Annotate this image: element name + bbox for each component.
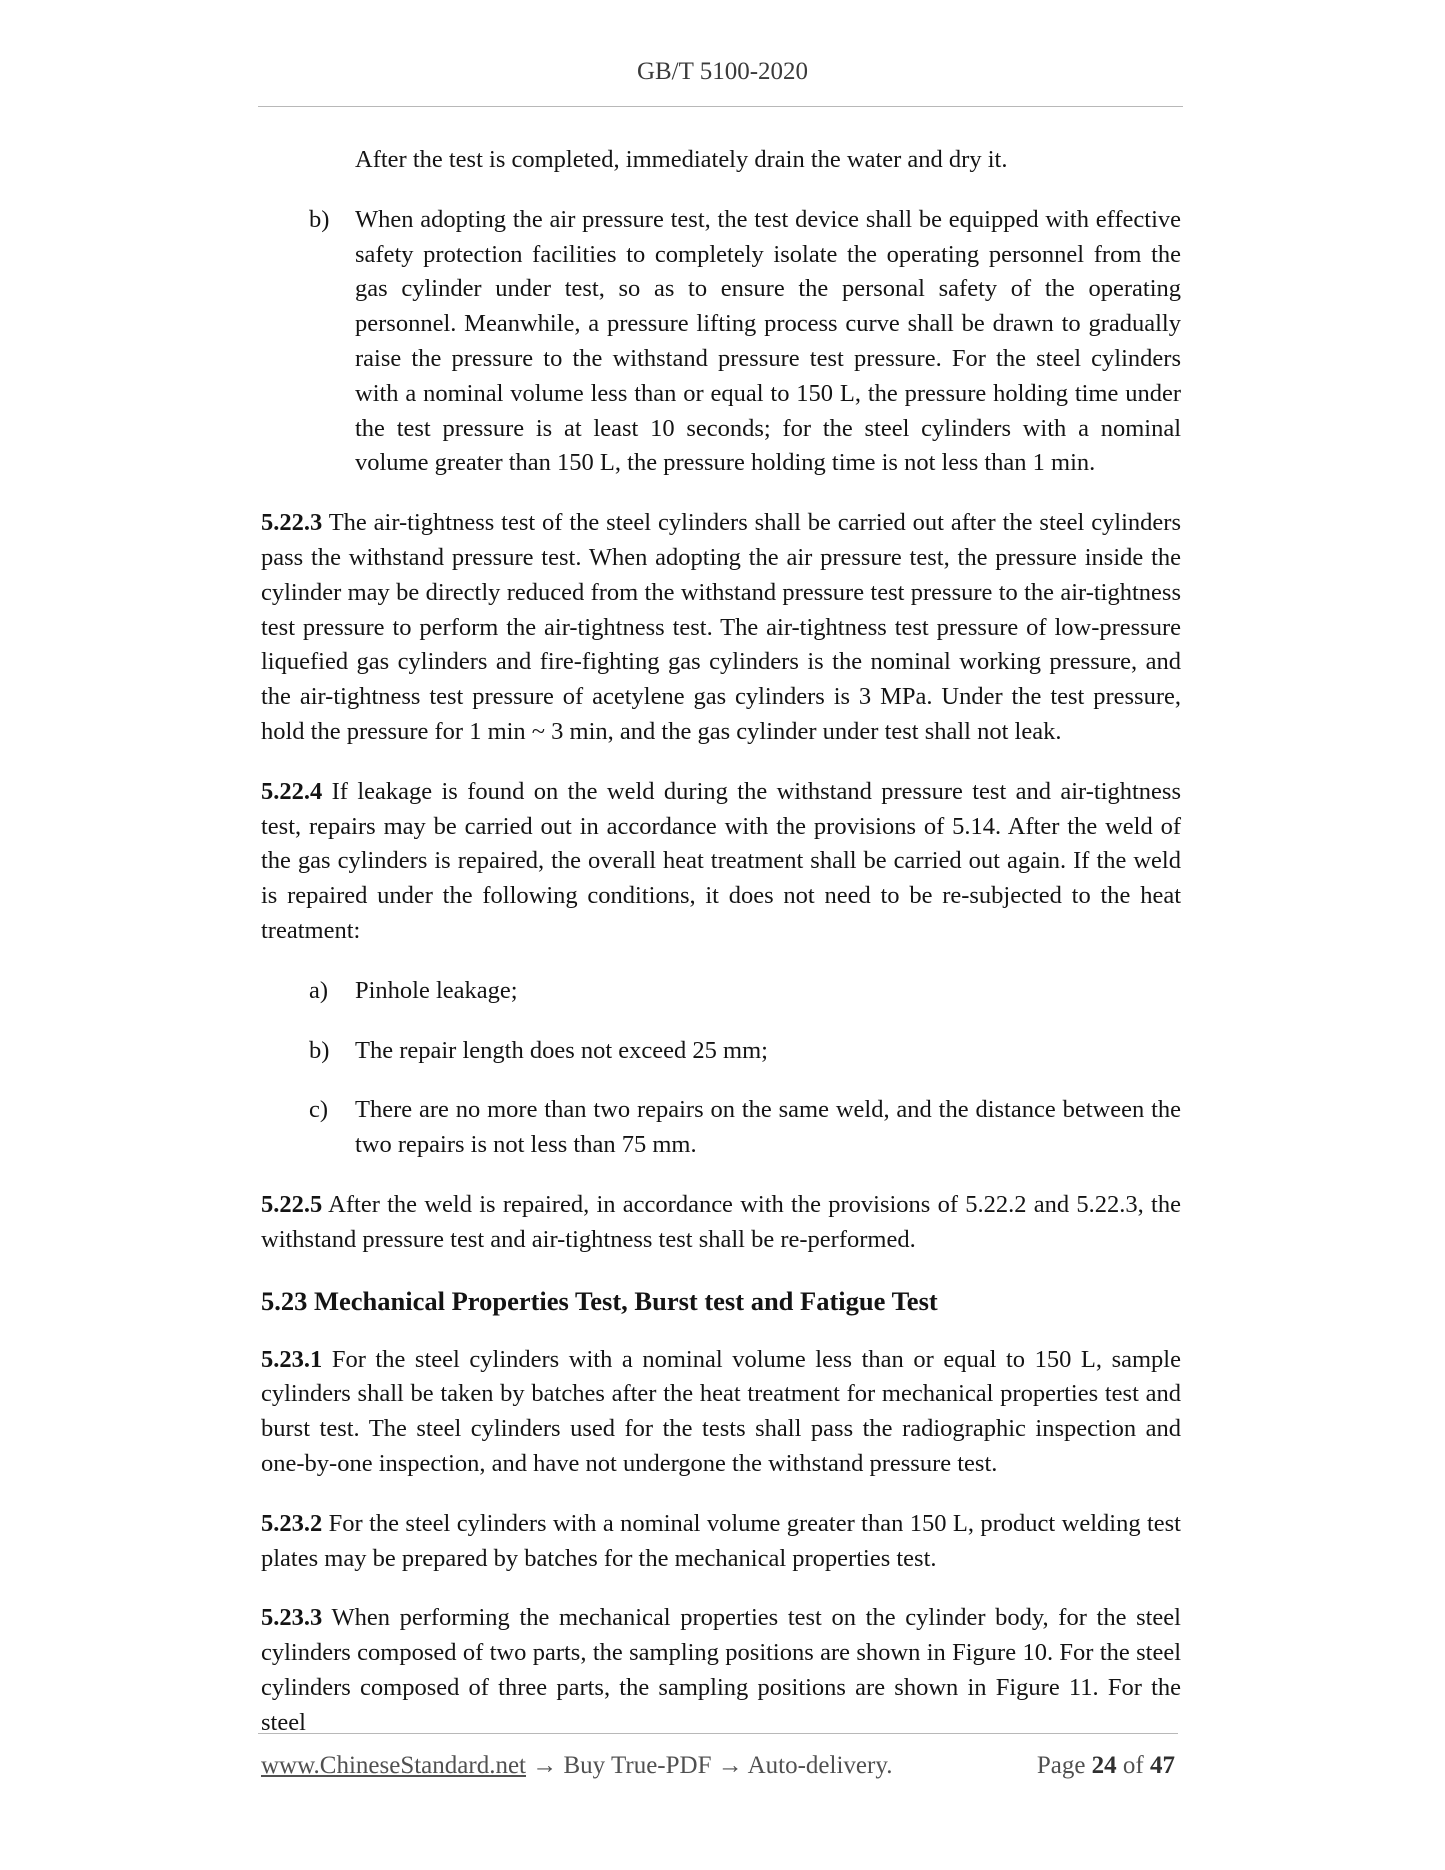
footer-divider [258,1733,1178,1734]
clause-number: 5.23.2 [261,1509,323,1537]
clause-5-22-5 [261,1188,1181,1258]
clause-text: The air-tightness test of the steel cylinders shall be carried out after the steel cylinders pass the withstand pressure test. When adopting the air pressure test, the pressure inside the cylinder may be directly reduced from the withstand pressure test pressure to the air-tightness test pressure to perform the air-tightness test. The air-tightness test pressure of low-pressure liquefied gas cylinders and fire-fighting gas cylinders is the nominal working pressure, and the air-tightness test pressure of acetylene gas cylinders is 3 MPa. Under the test pressure, hold the pressure for 1 min ~ 3 min, and the gas cylinder under test shall not leak. [261,509,1181,745]
of-label: of [1122,1752,1144,1779]
clause-number: 5.23.1 [261,1345,323,1373]
list-item [261,203,1181,481]
clause-text: After the weld is repaired, in accordance with the provisions of 5.22.2 and 5.22.3, the withstand pressure test and air-tightness test shall be re-performed. [261,1190,1181,1253]
arrow-icon: → [717,1752,743,1779]
continued-text: After the test is completed, immediately drain the water and dry it. [355,146,1008,173]
buy-pdf-text: Buy True-PDF [563,1752,712,1779]
page-footer [261,1752,1181,1780]
clause-5-22-4 [261,775,1181,949]
list-item-label: b) [309,1036,330,1064]
clause-number: 5.22.5 [261,1190,323,1218]
clause-5-22-3 [261,506,1181,750]
clause-text: For the steel cylinders with a nominal volume less than or equal to 150 L, sample cylinders shall be taken by batches after the heat treatment for mechanical properties test and burst test. The steel cylinders used for the tests shall pass the radiographic inspection and one-by-one inspection, and have not undergone the withstand pressure test. [261,1345,1181,1477]
page-header: GB/T 5100-2020 [636,58,809,85]
delivery-text: Auto-delivery. [747,1752,893,1779]
arrow-icon: → [532,1752,558,1779]
page-number: 24 [1091,1752,1117,1779]
clause-5-23-3 [261,1601,1181,1740]
clause-number: 5.22.4 [261,777,323,805]
page-label: Page [1036,1752,1086,1779]
website-link[interactable]: www.ChineseStandard.net [261,1752,526,1779]
clause-text: If leakage is found on the weld during the withstand pressure test and air-tightness test, repairs may be carried out in accordance with the provisions of 5.14. After the weld of the gas cylinders is repaired, the overall heat treatment shall be carried out again. If the weld is repaired under the following conditions, it does not need to be re-subjected to the heat treatment: [261,777,1181,944]
list-item [261,974,1181,1009]
clause-text: When performing the mechanical properties test on the cylinder body, for the steel cylinders composed of two parts, the sampling positions are shown in Figure 10. For the steel cylinders composed of three parts, the sampling positions are shown in Figure 11. For the steel [261,1604,1181,1736]
page-indicator [1037,1752,1175,1780]
clause-5-23-2 [261,1507,1181,1577]
list-item-label: b) [309,205,330,233]
list-item [261,1034,1181,1069]
list-item-text: There are no more than two repairs on the same weld, and the distance between the two repairs is not less than 75 mm. [355,1096,1181,1159]
clause-text: For the steel cylinders with a nominal volume greater than 150 L, product welding test plates may be prepared by batches for the mechanical properties test. [261,1509,1181,1572]
document-body [261,143,1181,1765]
clause-number: 5.23.3 [261,1604,323,1632]
list-item [261,1093,1181,1163]
clause-number: 5.22.3 [261,509,323,537]
list-item-label: c) [309,1096,329,1124]
section-heading: 5.23 Mechanical Properties Test, Burst test and Fatigue Test [261,1285,938,1316]
list-item-text: The repair length does not exceed 25 mm; [355,1036,768,1064]
header-divider [258,106,1183,107]
list-item-text: Pinhole leakage; [355,976,518,1004]
page-total: 47 [1150,1752,1175,1779]
clause-5-23-1 [261,1343,1181,1482]
list-item-text: When adopting the air pressure test, the test device shall be equipped with effective safety protection facilities to completely isolate the operating personnel from the gas cylinder under test, so as to ensure the personal safety of the operating personnel. Meanwhile, a pressure lifting process curve shall be drawn to gradually raise the pressure to the withstand pressure test pressure. For the steel cylinders with a nominal volume less than or equal to 150 L, the pressure holding time under the test pressure is at least 10 seconds; for the steel cylinders with a nominal volume greater than 150 L, the pressure holding time is not less than 1 min. [355,205,1181,477]
list-item-label: a) [309,976,329,1004]
